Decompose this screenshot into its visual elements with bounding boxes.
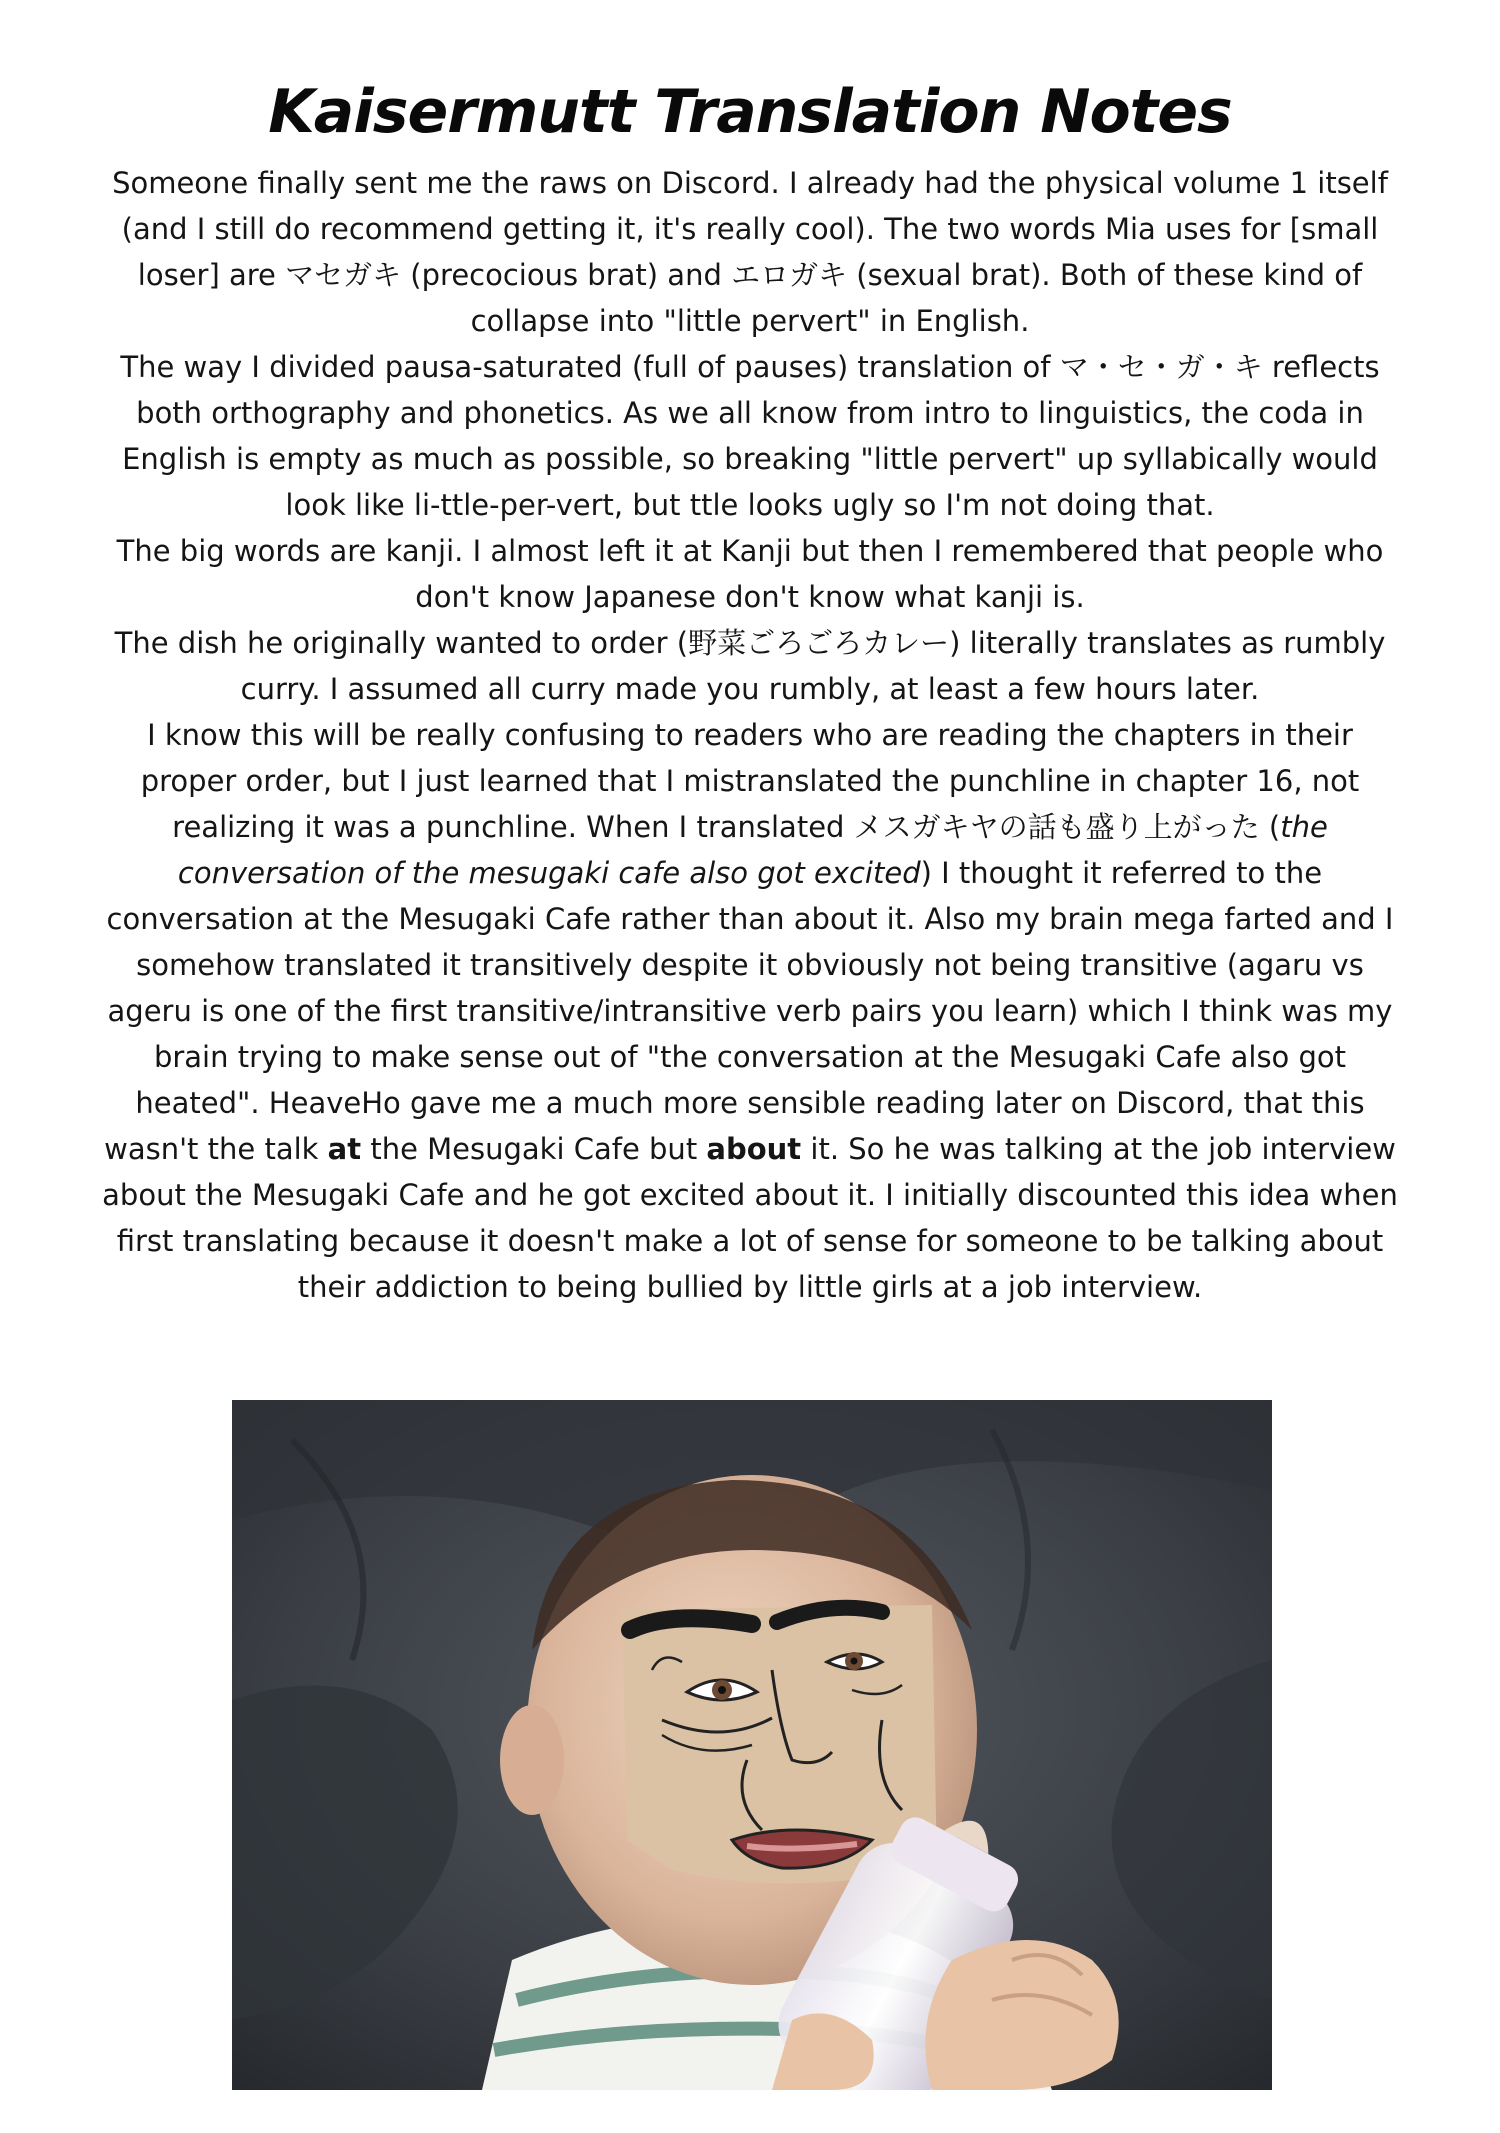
baby-ear [500, 1705, 564, 1815]
note-text: The big words are kanji. I almost left it at Kanji but then I remembered that people who don't know Japanese don't know what kanji is. [116, 534, 1384, 614]
note-text: it. So he was talking at the job interview about the Mesugaki Cafe and he got excited about it. I initially discounted this idea when first translating because it doesn't make a lot of sense for someone to be talking about their addiction to being bullied by little girls at a job interview. [102, 1132, 1398, 1304]
page-title: Kaisermutt Translation Notes [268, 77, 1232, 147]
note-text-bold-at: at [327, 1132, 362, 1166]
note-text: Someone finally sent me the raws on Discord. I already had the physical volume 1 itself (and I still do recommend getting it, it's really cool). The two words Mia uses for [small loser] are マセガキ (precocious brat) and エロガキ (sexual brat). Both of these kind of collapse into "little pervert" in English. [112, 166, 1388, 338]
note-text: the Mesugaki Cafe but [361, 1132, 707, 1166]
note-text: I know this will be really confusing to readers who are reading the chapters in their proper order, but I just learned that I mistranslated the punchline in chapter 16, not realizing it was a punchline. When I translated メスガキヤの話も盛り上がった ( [140, 718, 1360, 844]
drawn-pupil-right [851, 1658, 858, 1665]
note-text-italic: the conversation of the mesugaki cafe also got excited [177, 810, 1328, 890]
note-paragraph-pauses [100, 344, 1400, 528]
note-text: The way I divided pausa-saturated (full of pauses) translation of マ・セ・ガ・キ reflects both orthography and phonetics. As we all know from intro to linguistics, the coda in English is empty as much as possible, so breaking "little pervert" up syllabically would look like li-ttle-per-vert, but ttle looks ugly so I'm not doing that. [120, 350, 1380, 522]
note-text: The dish he originally wanted to order (野菜ごろごろカレー) literally translates as rumbly curry. I assumed all curry made you rumbly, at least a few hours later. [114, 626, 1386, 706]
note-paragraph-curry [100, 620, 1400, 712]
note-paragraph-kanji [100, 528, 1400, 620]
note-text: ) I thought it referred to the conversation at the Mesugaki Cafe rather than about it. Also my brain mega farted and I somehow translated it transitively despite it obviously not being transitive (agaru vs ageru is one of the first transitive/intransitive verb pairs you learn) which I think was my brain trying to make sense out of "the conversation at the Mesugaki Cafe also got heated". HeaveHo gave me a much more sensible reading later on Discord, that this wasn't the talk [104, 856, 1394, 1166]
baby-bottle-photo [232, 1400, 1272, 2090]
note-text-bold-about: about [706, 1132, 802, 1166]
note-paragraph-raws [100, 160, 1400, 344]
baby-photo-illustration [232, 1400, 1272, 2090]
drawn-pupil-left [718, 1686, 726, 1694]
notes-body [100, 160, 1400, 1310]
note-paragraph-punchline [100, 712, 1400, 1310]
